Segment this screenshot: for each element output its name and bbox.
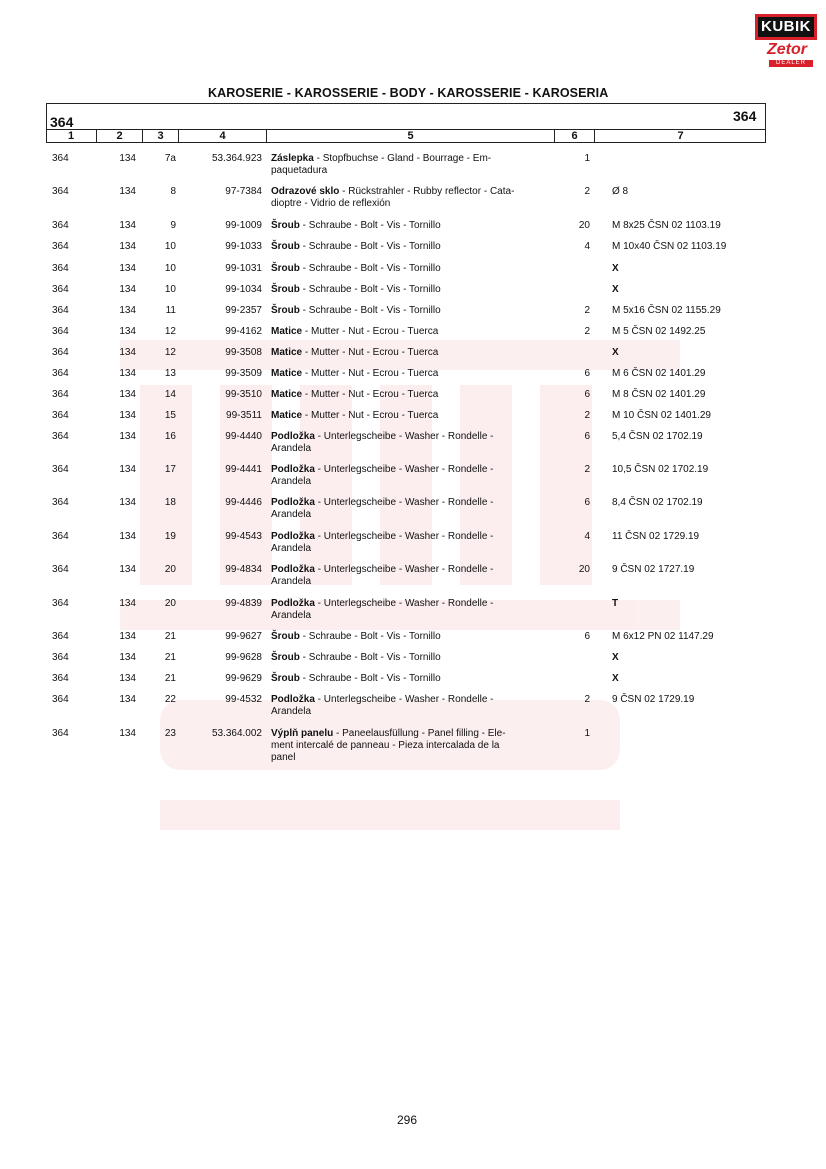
cell-subgroup: 134 xyxy=(119,631,136,642)
cell-position: 12 xyxy=(164,326,176,337)
cell-part-number: 99-9629 xyxy=(225,673,262,684)
cell-part-number: 99-9628 xyxy=(225,652,262,663)
part-translations-cont: Arandela xyxy=(271,706,312,717)
part-translations-cont: Arandela xyxy=(271,443,312,454)
cell-description xyxy=(271,153,547,177)
cell-part-number: 99-4834 xyxy=(225,564,262,575)
cell-position: 23 xyxy=(164,728,176,739)
cell-group: 364 xyxy=(52,241,69,252)
cell-description xyxy=(271,263,547,275)
part-translations: - Schraube - Bolt - Vis - Tornillo xyxy=(299,631,441,642)
cell-group: 364 xyxy=(52,431,69,442)
cell-note: M 6x12 PN 02 1147.29 xyxy=(612,631,714,642)
cell-position: 22 xyxy=(164,694,176,705)
part-name: Matice xyxy=(271,326,303,337)
cell-quantity: 6 xyxy=(584,497,590,508)
cell-note: Ø 8 xyxy=(612,186,629,197)
cell-quantity: 2 xyxy=(584,186,590,197)
cell-quantity: 2 xyxy=(584,694,590,705)
part-name: Šroub xyxy=(271,631,300,642)
cell-subgroup: 134 xyxy=(119,431,136,442)
cell-description xyxy=(271,631,547,643)
cell-part-number: 99-1031 xyxy=(225,263,262,274)
part-translations: - Unterlegscheibe - Washer - Rondelle - xyxy=(314,531,494,542)
cell-position: 13 xyxy=(164,368,176,379)
cell-quantity: 20 xyxy=(578,564,590,575)
cell-description xyxy=(271,464,547,488)
cell-description xyxy=(271,598,547,622)
cell-note: M 5x16 ČSN 02 1155.29 xyxy=(612,305,721,316)
cell-part-number: 99-4162 xyxy=(225,326,262,337)
cell-part-number: 99-2357 xyxy=(225,305,262,316)
cell-group: 364 xyxy=(52,464,69,475)
part-name: Podložka xyxy=(271,531,315,542)
cell-part-number: 99-4839 xyxy=(225,598,262,609)
cell-group: 364 xyxy=(52,263,69,274)
part-name: Podložka xyxy=(271,497,315,508)
part-name: Šroub xyxy=(271,263,300,274)
cell-note: 8,4 ČSN 02 1702.19 xyxy=(612,497,703,508)
cell-description xyxy=(271,241,547,253)
part-name: Odrazové sklo xyxy=(271,186,340,197)
cell-part-number: 99-4543 xyxy=(225,531,262,542)
cell-group: 364 xyxy=(52,326,69,337)
cell-note: M 5 ČSN 02 1492.25 xyxy=(612,326,706,337)
cell-part-number: 99-1033 xyxy=(225,241,262,252)
cell-position: 20 xyxy=(164,564,176,575)
cell-group: 364 xyxy=(52,673,69,684)
cell-group: 364 xyxy=(52,368,69,379)
cell-quantity: 6 xyxy=(584,368,590,379)
column-header-3: 3 xyxy=(142,130,178,143)
cell-note: 5,4 ČSN 02 1702.19 xyxy=(612,431,703,442)
kubik-zetor-logo xyxy=(755,14,817,70)
cell-description xyxy=(271,347,547,359)
part-translations: - Mutter - Nut - Ecrou - Tuerca xyxy=(302,410,439,421)
cell-group: 364 xyxy=(52,564,69,575)
cell-part-number: 99-3508 xyxy=(225,347,262,358)
cell-subgroup: 134 xyxy=(119,598,136,609)
part-translations: - Unterlegscheibe - Washer - Rondelle - xyxy=(314,431,494,442)
cell-group: 364 xyxy=(52,410,69,421)
part-translations-cont: ment intercalé de panneau - Pieza intercalada de la xyxy=(271,740,500,751)
cell-subgroup: 134 xyxy=(119,728,136,739)
column-header-4: 4 xyxy=(178,130,266,143)
cell-description xyxy=(271,673,547,685)
cell-group: 364 xyxy=(52,728,69,739)
part-translations-cont: Arandela xyxy=(271,509,312,520)
part-translations: - Unterlegscheibe - Washer - Rondelle - xyxy=(314,564,494,575)
part-translations: - Schraube - Bolt - Vis - Tornillo xyxy=(299,652,441,663)
cell-part-number: 99-4532 xyxy=(225,694,262,705)
part-translations: - Mutter - Nut - Ecrou - Tuerca xyxy=(302,368,439,379)
cell-group: 364 xyxy=(52,631,69,642)
cell-part-number: 53.364.923 xyxy=(211,153,262,164)
cell-quantity: 4 xyxy=(584,241,590,252)
cell-note: M 10 ČSN 02 1401.29 xyxy=(612,410,711,421)
cell-note: T xyxy=(612,598,619,609)
cell-note: M 8 ČSN 02 1401.29 xyxy=(612,389,706,400)
cell-quantity: 2 xyxy=(584,464,590,475)
cell-group: 364 xyxy=(52,694,69,705)
cell-note: X xyxy=(612,673,619,684)
page-number: 296 xyxy=(397,1113,418,1127)
cell-note: M 6 ČSN 02 1401.29 xyxy=(612,368,706,379)
cell-part-number: 99-9627 xyxy=(225,631,262,642)
part-name: Šroub xyxy=(271,673,300,684)
cell-note: X xyxy=(612,347,619,358)
zetor-logo-text: Zetor xyxy=(767,41,807,58)
cell-description xyxy=(271,305,547,317)
cell-quantity: 2 xyxy=(584,410,590,421)
cell-position: 21 xyxy=(164,631,176,642)
cell-quantity: 6 xyxy=(584,389,590,400)
cell-subgroup: 134 xyxy=(119,694,136,705)
cell-description xyxy=(271,186,547,210)
column-header-7: 7 xyxy=(594,130,766,143)
cell-subgroup: 134 xyxy=(119,464,136,475)
cell-position: 10 xyxy=(164,284,176,295)
part-translations: - Unterlegscheibe - Washer - Rondelle - xyxy=(314,694,494,705)
cell-note: 11 ČSN 02 1729.19 xyxy=(612,531,700,542)
cell-part-number: 99-3509 xyxy=(225,368,262,379)
cell-position: 21 xyxy=(164,652,176,663)
cell-note: 9 ČSN 02 1727.19 xyxy=(612,564,695,575)
group-number-left: 364 xyxy=(50,114,74,130)
column-header-5: 5 xyxy=(266,130,554,143)
cell-part-number: 99-1009 xyxy=(225,220,262,231)
part-name: Matice xyxy=(271,410,303,421)
cell-note: X xyxy=(612,652,619,663)
cell-description xyxy=(271,368,547,380)
cell-group: 364 xyxy=(52,186,69,197)
cell-description xyxy=(271,728,547,764)
cell-subgroup: 134 xyxy=(119,564,136,575)
part-translations-cont: paquetadura xyxy=(271,165,328,176)
cell-quantity: 6 xyxy=(584,631,590,642)
cell-position: 11 xyxy=(165,305,176,316)
cell-description xyxy=(271,389,547,401)
cell-note: M 8x25 ČSN 02 1103.19 xyxy=(612,220,721,231)
cell-subgroup: 134 xyxy=(119,531,136,542)
cell-group: 364 xyxy=(52,497,69,508)
cell-position: 21 xyxy=(164,673,176,684)
cell-group: 364 xyxy=(52,153,69,164)
dealer-logo-text: DEALER xyxy=(769,60,813,67)
part-name: Šroub xyxy=(271,241,300,252)
cell-subgroup: 134 xyxy=(119,497,136,508)
cell-note: 9 ČSN 02 1729.19 xyxy=(612,694,695,705)
cell-description xyxy=(271,694,547,718)
part-translations: - Rückstrahler - Rubby reflector - Cata- xyxy=(339,186,515,197)
part-name: Matice xyxy=(271,389,303,400)
cell-part-number: 99-1034 xyxy=(225,284,262,295)
cell-quantity: 1 xyxy=(584,728,590,739)
cell-position: 19 xyxy=(164,531,176,542)
part-name: Podložka xyxy=(271,564,315,575)
part-name: Podložka xyxy=(271,431,315,442)
cell-description xyxy=(271,410,547,422)
cell-subgroup: 134 xyxy=(119,410,136,421)
part-name: Podložka xyxy=(271,598,315,609)
cell-position: 15 xyxy=(164,410,176,421)
part-translations-cont: Arandela xyxy=(271,576,312,587)
cell-description xyxy=(271,564,547,588)
cell-subgroup: 134 xyxy=(119,186,136,197)
cell-subgroup: 134 xyxy=(119,305,136,316)
part-name: Výplň panelu xyxy=(271,728,334,739)
part-translations-cont: Arandela xyxy=(271,543,312,554)
part-name: Šroub xyxy=(271,652,300,663)
cell-position: 10 xyxy=(164,241,176,252)
part-translations: - Paneelausfüllung - Panel filling - Ele- xyxy=(333,728,506,739)
part-translations: - Schraube - Bolt - Vis - Tornillo xyxy=(299,263,441,274)
cell-position: 10 xyxy=(164,263,176,274)
cell-group: 364 xyxy=(52,220,69,231)
part-translations: - Unterlegscheibe - Washer - Rondelle - xyxy=(314,497,494,508)
cell-description xyxy=(271,284,547,296)
cell-position: 18 xyxy=(164,497,176,508)
cell-subgroup: 134 xyxy=(119,673,136,684)
page-title: KAROSERIE - KAROSSERIE - BODY - KAROSSERIE - KAROSERIA xyxy=(208,86,609,100)
part-translations-cont: Arandela xyxy=(271,476,312,487)
cell-subgroup: 134 xyxy=(119,220,136,231)
cell-subgroup: 134 xyxy=(119,263,136,274)
part-translations: - Schraube - Bolt - Vis - Tornillo xyxy=(299,673,441,684)
part-name: Šroub xyxy=(271,284,300,295)
cell-position: 14 xyxy=(164,389,176,400)
cell-part-number: 99-4441 xyxy=(225,464,262,475)
part-translations: - Schraube - Bolt - Vis - Tornillo xyxy=(299,241,441,252)
group-number-right: 364 xyxy=(733,108,757,124)
cell-part-number: 97-7384 xyxy=(225,186,262,197)
cell-subgroup: 134 xyxy=(119,241,136,252)
part-name: Matice xyxy=(271,347,303,358)
part-translations-cont2: panel xyxy=(271,752,296,763)
cell-group: 364 xyxy=(52,531,69,542)
cell-position: 7a xyxy=(164,153,176,164)
cell-position: 16 xyxy=(164,431,176,442)
cell-description xyxy=(271,497,547,521)
part-name: Šroub xyxy=(271,305,300,316)
cell-subgroup: 134 xyxy=(119,326,136,337)
cell-subgroup: 134 xyxy=(119,347,136,358)
cell-position: 12 xyxy=(164,347,176,358)
part-translations-cont: Arandela xyxy=(271,610,312,621)
cell-group: 364 xyxy=(52,347,69,358)
part-name: Podložka xyxy=(271,694,315,705)
part-translations: - Schraube - Bolt - Vis - Tornillo xyxy=(299,284,441,295)
cell-description xyxy=(271,531,547,555)
cell-subgroup: 134 xyxy=(119,153,136,164)
cell-subgroup: 134 xyxy=(119,389,136,400)
cell-quantity: 6 xyxy=(584,431,590,442)
cell-position: 8 xyxy=(170,186,176,197)
column-header-1: 1 xyxy=(67,130,75,142)
part-translations: - Schraube - Bolt - Vis - Tornillo xyxy=(299,220,441,231)
cell-description xyxy=(271,431,547,455)
column-header-6: 6 xyxy=(554,130,594,143)
cell-part-number: 99-4446 xyxy=(225,497,262,508)
cell-quantity: 4 xyxy=(584,531,590,542)
cell-group: 364 xyxy=(52,305,69,316)
part-name: Šroub xyxy=(271,220,300,231)
cell-quantity: 2 xyxy=(584,326,590,337)
part-translations: - Mutter - Nut - Ecrou - Tuerca xyxy=(302,347,439,358)
part-translations: - Schraube - Bolt - Vis - Tornillo xyxy=(299,305,441,316)
cell-description xyxy=(271,652,547,664)
part-translations: - Mutter - Nut - Ecrou - Tuerca xyxy=(302,326,439,337)
cell-quantity: 20 xyxy=(578,220,590,231)
cell-part-number: 99-3510 xyxy=(225,389,262,400)
cell-group: 364 xyxy=(52,389,69,400)
kubik-logo-text: KUBIK xyxy=(755,14,817,40)
cell-description xyxy=(271,326,547,338)
part-translations: - Unterlegscheibe - Washer - Rondelle - xyxy=(314,598,494,609)
cell-group: 364 xyxy=(52,284,69,295)
cell-note: X xyxy=(612,284,619,295)
cell-subgroup: 134 xyxy=(119,652,136,663)
cell-note: M 10x40 ČSN 02 1103.19 xyxy=(612,241,727,252)
part-name: Záslepka xyxy=(271,153,314,164)
cell-subgroup: 134 xyxy=(119,284,136,295)
cell-note: X xyxy=(612,263,619,274)
cell-part-number: 53.364.002 xyxy=(211,728,262,739)
cell-quantity: 2 xyxy=(584,305,590,316)
cell-part-number: 99-3511 xyxy=(226,410,262,421)
part-translations-cont: dioptre - Vidrio de reflexión xyxy=(271,198,391,209)
cell-quantity: 1 xyxy=(584,153,590,164)
cell-group: 364 xyxy=(52,598,69,609)
cell-position: 20 xyxy=(164,598,176,609)
part-name: Podložka xyxy=(271,464,315,475)
cell-position: 17 xyxy=(164,464,176,475)
column-header-2: 2 xyxy=(96,130,142,143)
cell-subgroup: 134 xyxy=(119,368,136,379)
cell-description xyxy=(271,220,547,232)
part-name: Matice xyxy=(271,368,303,379)
cell-part-number: 99-4440 xyxy=(225,431,262,442)
cell-note: 10,5 ČSN 02 1702.19 xyxy=(612,464,709,475)
part-translations: - Mutter - Nut - Ecrou - Tuerca xyxy=(302,389,439,400)
cell-group: 364 xyxy=(52,652,69,663)
part-translations: - Unterlegscheibe - Washer - Rondelle - xyxy=(314,464,494,475)
part-translations: - Stopfbuchse - Gland - Bourrage - Em- xyxy=(313,153,492,164)
cell-position: 9 xyxy=(170,220,176,231)
